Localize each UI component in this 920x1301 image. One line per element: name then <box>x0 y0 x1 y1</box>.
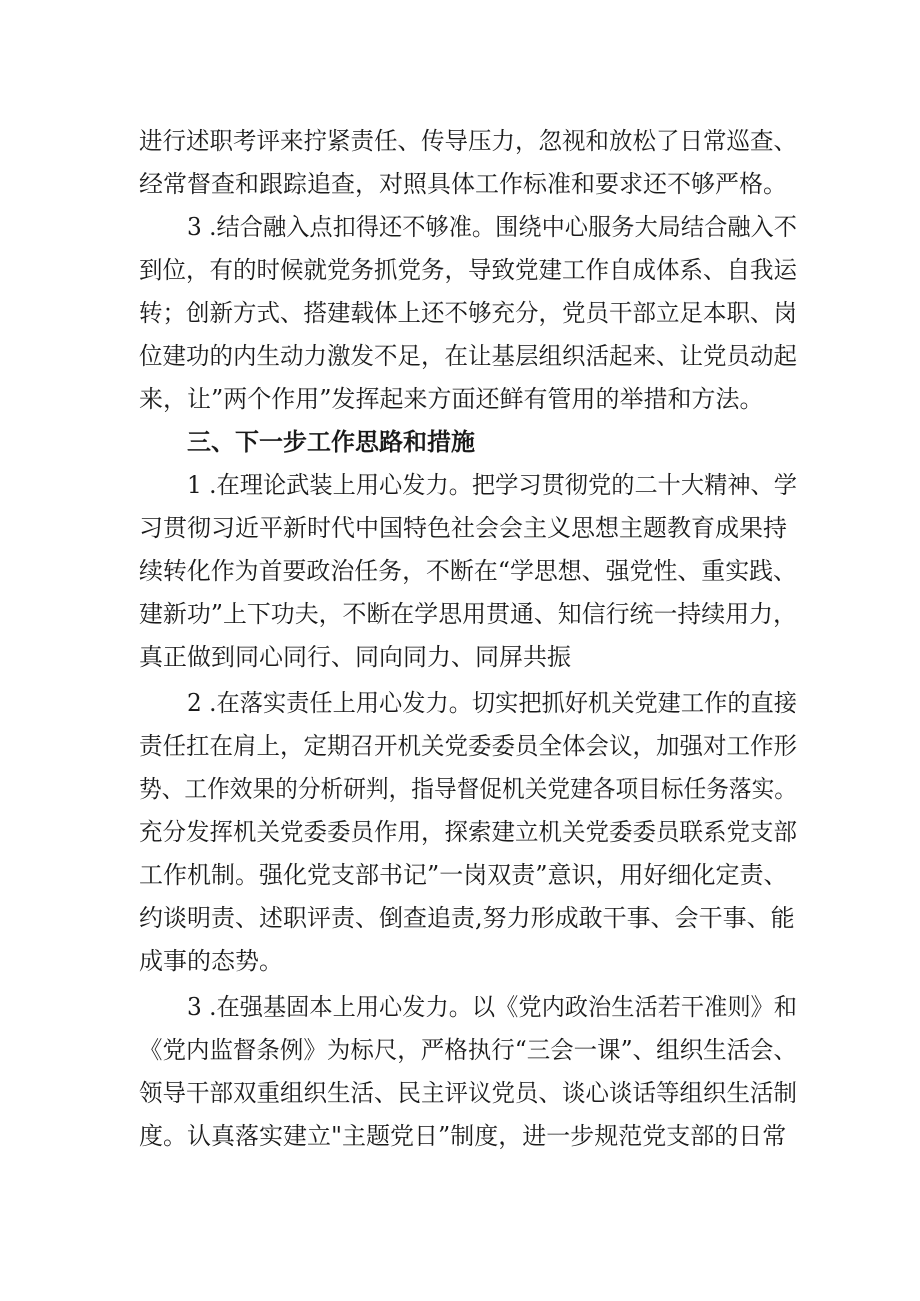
text-line <box>0 250 920 290</box>
text-line <box>0 1116 920 1156</box>
text-line <box>0 551 920 591</box>
text-line-content: 经常督查和跟踪追查，对照具体工作标准和要求还不够严格。 <box>139 170 787 198</box>
section-heading-line <box>0 422 920 462</box>
text-line-content: 到位，有的时候就党务抓党务，导致党建工作自成体系、自我运 <box>139 256 798 284</box>
text-line-content: 度。认真落实建立"主题党日”制度，进一步规范党支部的日常 <box>139 1122 787 1150</box>
text-line <box>0 207 920 247</box>
text-line-content: 工作机制。强化党支部书记”一岗双责”意识，用好细化定责、 <box>139 861 788 889</box>
text-line-content: 责任扛在肩上，定期召开机关党委委员全体会议，加强对工作形 <box>139 732 798 760</box>
text-line <box>0 508 920 548</box>
text-line-content: 成事的态势。 <box>139 947 283 975</box>
text-line <box>0 1073 920 1113</box>
text-line <box>0 336 920 376</box>
text-line <box>0 941 920 981</box>
text-line-content: 3 .结合融入点扣得还不够准。围绕中心服务大局结合融入不 <box>187 213 797 241</box>
text-line <box>0 121 920 161</box>
text-line <box>0 293 920 333</box>
text-line <box>0 855 920 895</box>
text-line-content: 续转化作为首要政治任务，不断在“学思想、强党性、重实践、 <box>139 557 797 585</box>
text-line <box>0 987 920 1027</box>
text-line-content: 充分发挥机关党委委员作用，探索建立机关党委委员联系党支部 <box>139 818 798 846</box>
text-line <box>0 594 920 634</box>
text-line <box>0 1030 920 1070</box>
text-line <box>0 726 920 766</box>
text-line-content: 真正做到同心同行、同向同力、同屏共振 <box>139 643 571 671</box>
text-line-content: 3 .在强基固本上用心发力。以《党内政治生活若干准则》和 <box>187 993 797 1021</box>
text-line-content: 来，让”两个作用”发挥起来方面还鲜有管用的举措和方法。 <box>139 385 764 413</box>
text-line <box>0 465 920 505</box>
text-line-content: 1 .在理论武装上用心发力。把学习贯彻党的二十大精神、学 <box>187 471 797 499</box>
text-line <box>0 683 920 723</box>
text-line <box>0 637 920 677</box>
section-heading: 三、下一步工作思路和措施 <box>187 428 475 456</box>
text-line-content: 习贯彻习近平新时代中国特色社会会主义思想主题教育成果持 <box>139 514 787 542</box>
text-line-content: 势、工作效果的分析研判，指导督促机关党建各项目标任务落实。 <box>139 775 797 803</box>
text-line-content: 转；创新方式、搭建载体上还不够充分，党员干部立足本职、岗 <box>139 299 798 327</box>
text-line-content: 进行述职考评来拧紧责任、传导压力，忽视和放松了日常巡查、 <box>139 127 798 155</box>
text-line-content: 约谈明责、述职评责、倒查追责,努力形成敢干事、会干事、能 <box>139 904 795 932</box>
text-line <box>0 812 920 852</box>
text-line-content: 位建功的内生动力激发不足，在让基层组织活起来、让党员动起 <box>139 342 798 370</box>
text-line-content: 2 .在落实责任上用心发力。切实把抓好机关党建工作的直接 <box>187 689 797 717</box>
text-line <box>0 164 920 204</box>
text-line <box>0 898 920 938</box>
text-line-content: 建新功”上下功夫，不断在学思用贯通、知信行统一持续用力， <box>139 600 797 628</box>
text-line <box>0 769 920 809</box>
text-line-content: 《党内监督条例》为标尺，严格执行“三会一课”、组织生活会、 <box>139 1036 798 1064</box>
text-line-content: 领导干部双重组织生活、民主评议党员、谈心谈话等组织生活制 <box>139 1079 798 1107</box>
text-line <box>0 379 920 419</box>
